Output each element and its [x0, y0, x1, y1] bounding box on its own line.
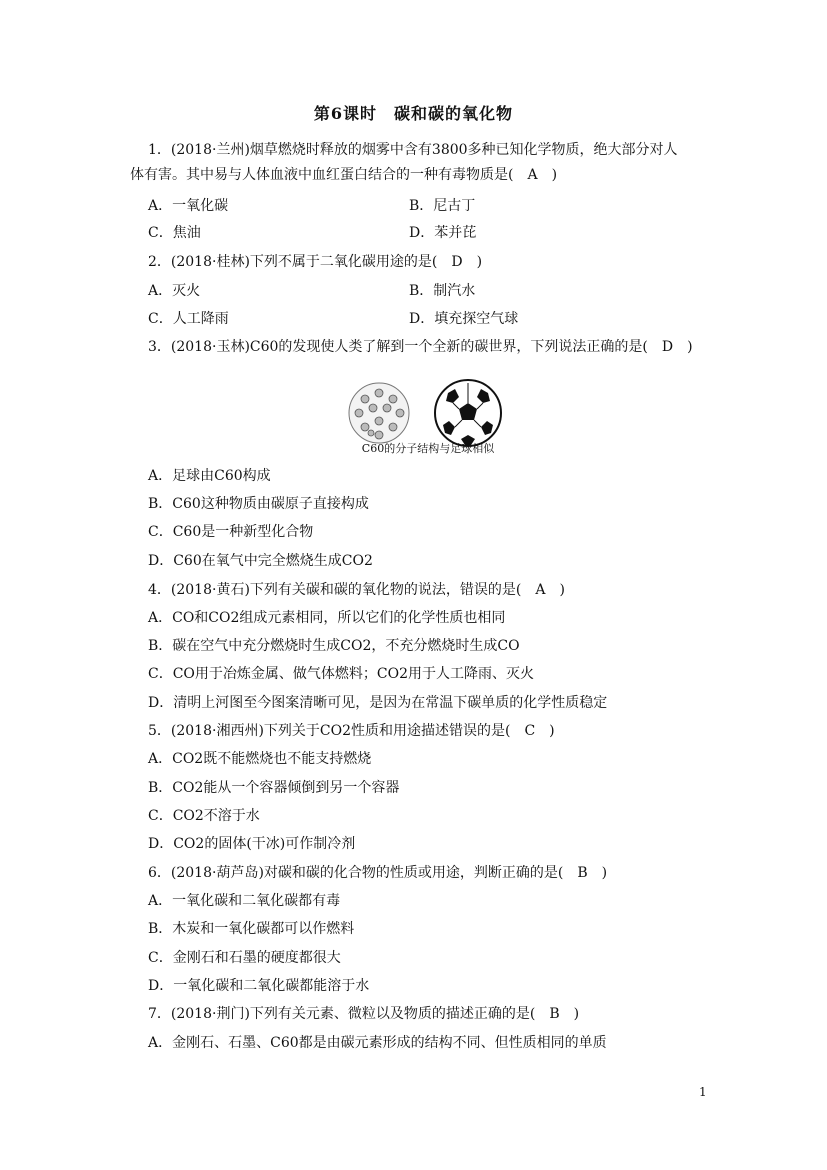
q7-stem: 7．(2018·荆门)下列有关元素、微粒以及物质的描述正确的是( B ) — [148, 1006, 580, 1022]
q5-stem: 5．(2018·湘西州)下列关于CO2性质和用途描述错误的是( C ) — [148, 723, 555, 739]
q1-option-a: A．一氧化碳 — [148, 198, 229, 214]
q4-option-c: C．CO用于冶炼金属、做气体燃料；CO2用于人工降雨、灭火 — [148, 666, 534, 682]
q7-option-a: A．金刚石、石墨、C60都是由碳元素形成的结构不同、但性质相同的单质 — [148, 1035, 607, 1051]
q6-option-b: B．木炭和一氧化碳都可以作燃料 — [148, 921, 355, 937]
q1-stem-line1: 1．(2018·兰州)烟草燃烧时释放的烟雾中含有3800多种已知化学物质，绝大部分对人 — [148, 142, 678, 158]
q1-option-d: D．苯并芘 — [409, 225, 477, 241]
figure-caption: C60的分子结构与足球相似 — [361, 442, 495, 455]
q5-option-a: A．CO2既不能燃烧也不能支持燃烧 — [148, 751, 372, 767]
page-number: 1 — [699, 1085, 707, 1099]
q1-stem-line2: 体有害。其中易与人体血液中血红蛋白结合的一种有毒物质是( A ) — [130, 167, 558, 183]
q4-option-b: B．碳在空气中充分燃烧时生成CO2，不充分燃烧时生成CO — [148, 638, 520, 654]
q2-stem: 2．(2018·桂林)下列不属于二氧化碳用途的是( D ) — [148, 254, 483, 270]
q6-option-c: C．金刚石和石墨的硬度都很大 — [148, 950, 341, 966]
q4-stem: 4．(2018·黄石)下列有关碳和碳的氧化物的说法，错误的是( A ) — [148, 582, 565, 598]
q3-option-d: D．C60在氧气中完全燃烧生成CO2 — [148, 553, 373, 569]
q6-option-a: A．一氧化碳和二氧化碳都有毒 — [148, 893, 341, 909]
q5-option-d: D．CO2的固体(干冰)可作制冷剂 — [148, 836, 356, 852]
q3-option-a: A．足球由C60构成 — [148, 468, 271, 484]
q5-option-c: C．CO2不溶于水 — [148, 808, 260, 824]
q5-option-b: B．CO2能从一个容器倾倒到另一个容器 — [148, 780, 400, 796]
q1-option-c: C．焦油 — [148, 225, 201, 241]
q6-option-d: D．一氧化碳和二氧化碳都能溶于水 — [148, 978, 370, 994]
q4-option-a: A．CO和CO2组成元素相同，所以它们的化学性质也相同 — [148, 610, 506, 626]
q2-option-a: A．灭火 — [148, 283, 201, 299]
football-icon — [435, 380, 501, 446]
q3-option-b: B．C60这种物质由碳原子直接构成 — [148, 496, 369, 512]
q1-option-b: B．尼古丁 — [409, 198, 476, 214]
c60-molecule-icon — [349, 383, 409, 443]
q6-stem: 6．(2018·葫芦岛)对碳和碳的化合物的性质或用途，判断正确的是( B ) — [148, 865, 608, 881]
page-title: 第6课时 碳和碳的氧化物 — [313, 104, 514, 123]
q4-option-d: D．清明上河图至今图案清晰可见，是因为在常温下碳单质的化学性质稳定 — [148, 695, 608, 711]
q3-option-c: C．C60是一种新型化合物 — [148, 524, 314, 540]
q2-option-c: C．人工降雨 — [148, 311, 229, 327]
q2-option-b: B．制汽水 — [409, 283, 476, 299]
q2-option-d: D．填充探空气球 — [409, 311, 519, 327]
q3-stem: 3．(2018·玉林)C60的发现使人类了解到一个全新的碳世界，下列说法正确的是( D ) — [148, 339, 693, 355]
